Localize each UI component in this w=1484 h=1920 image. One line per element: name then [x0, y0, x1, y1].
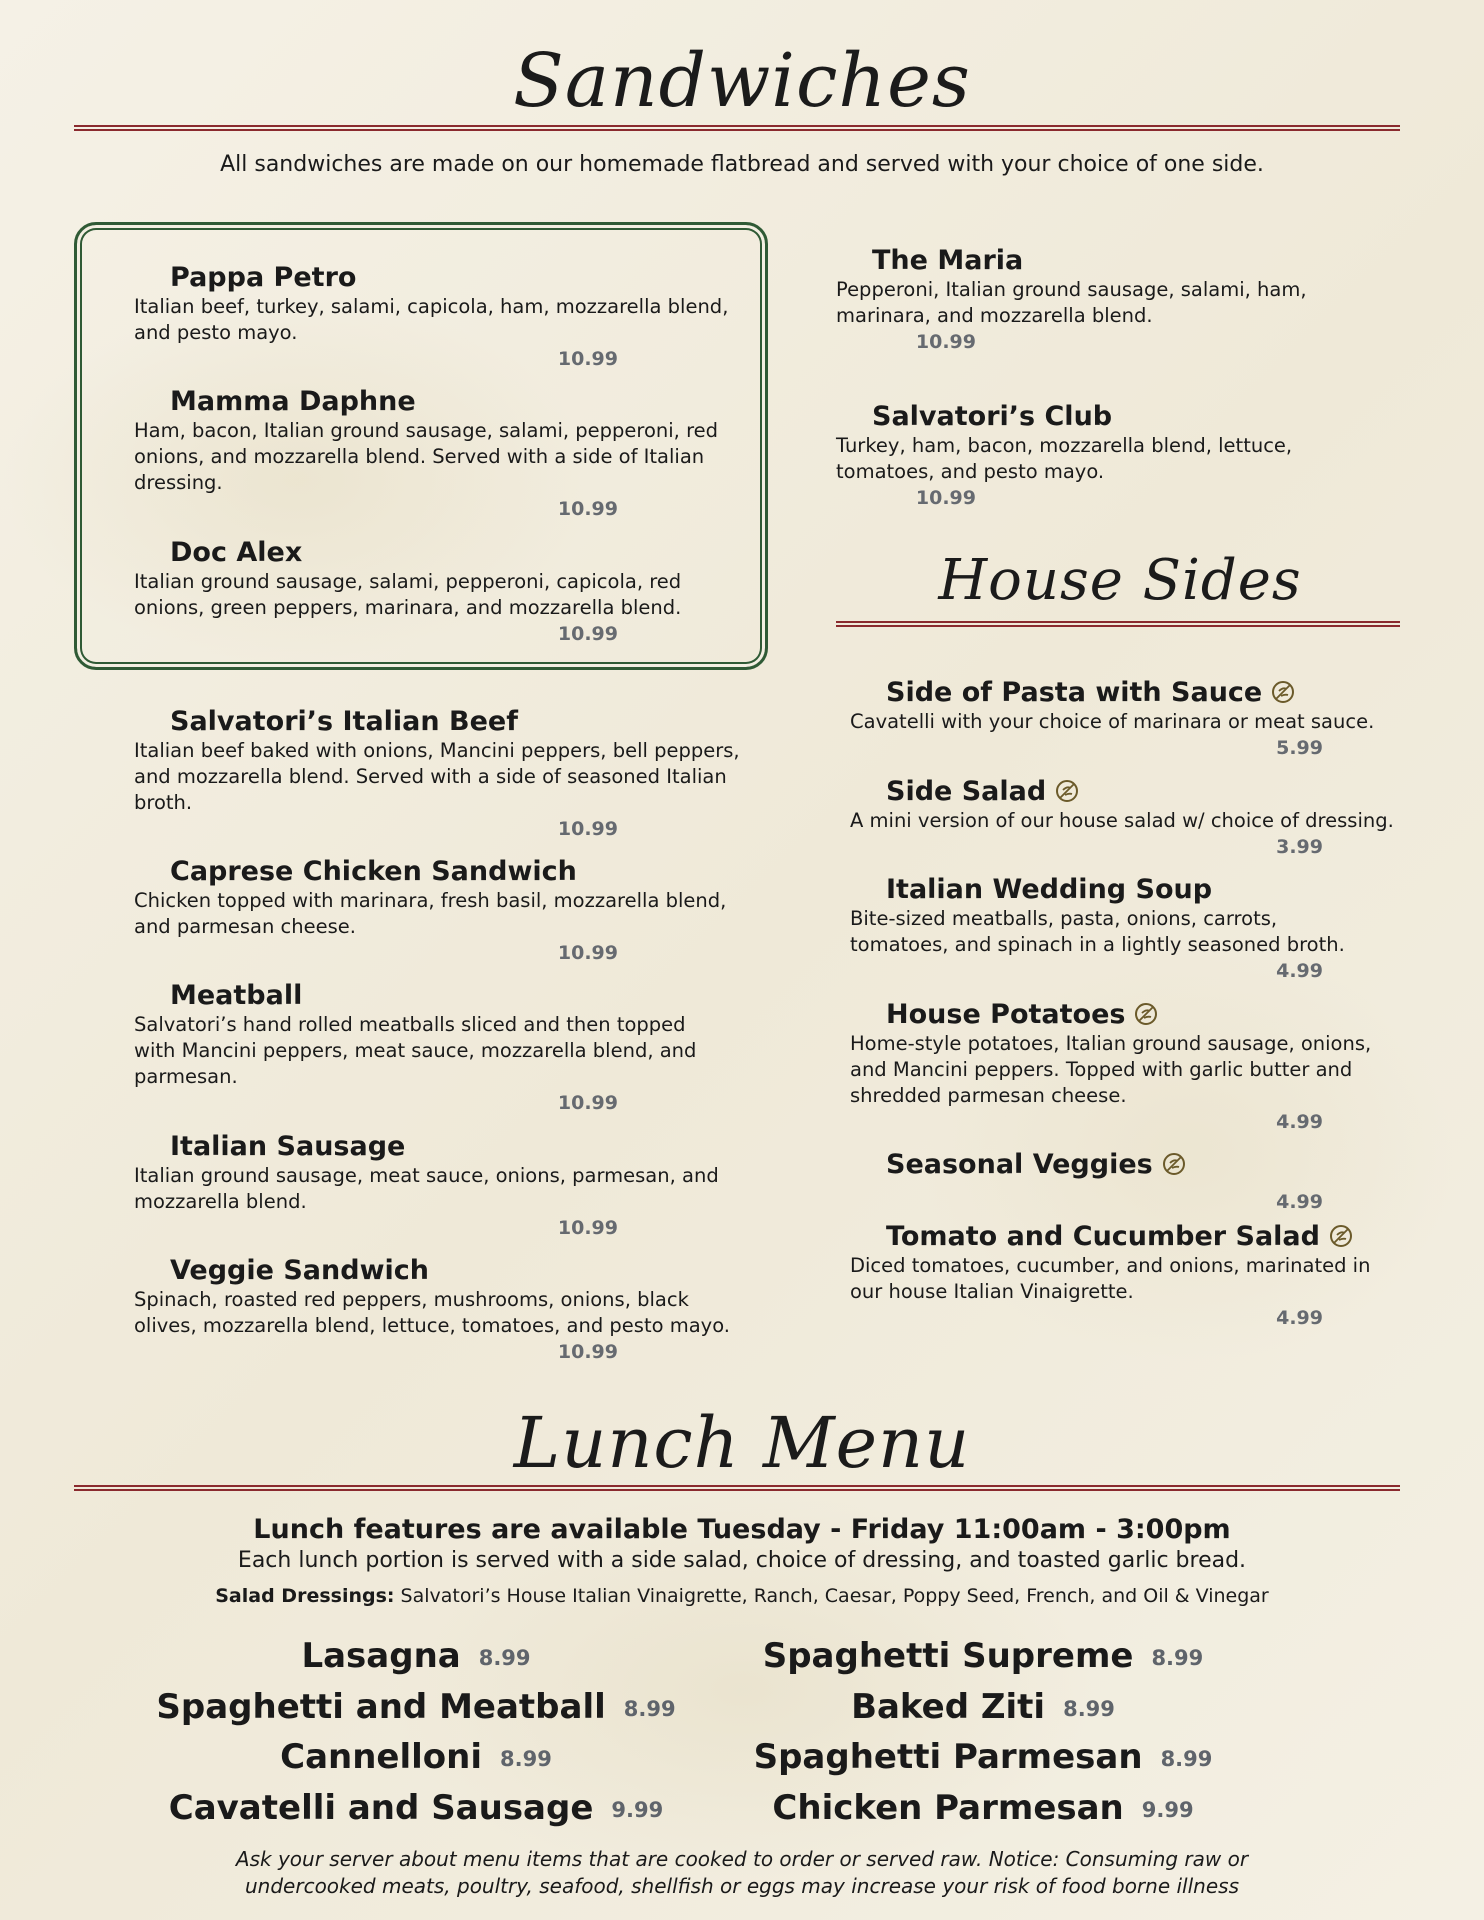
food-safety-notice: [0, 1846, 1484, 1900]
item-price: 4.99: [1276, 960, 1323, 982]
item-name: Salvatori’s Italian Beef: [170, 706, 518, 737]
side-item: [850, 776, 1400, 860]
side-item: [850, 677, 1400, 761]
item-price: 10.99: [557, 498, 618, 520]
lunch-hours: Lunch features are available Tuesday - Friday 11:00am - 3:00pm: [253, 1514, 1231, 1545]
lunch-price: 8.99: [1151, 1646, 1204, 1670]
lunch-item: Cannelloni 8.99: [280, 1737, 552, 1777]
lunch-item: Spaghetti Supreme 8.99: [762, 1636, 1204, 1676]
lunch-menu-rule: [74, 1485, 1400, 1491]
item-name: House Potatoes: [850, 999, 1400, 1031]
item-name: The Maria: [872, 245, 1024, 276]
lunch-item: Chicken Parmesan 9.99: [772, 1788, 1194, 1828]
item-description: Diced tomatoes, cucumber, and onions, marinated in our house Italian Vinaigrette.: [850, 1254, 1371, 1303]
house-sides-rule: [836, 621, 1400, 627]
item-description: Italian beef baked with onions, Mancini peppers, bell peppers, and mozzarella blend. Served with a side of seasoned Italian broth.: [134, 739, 740, 814]
notice-line: Ask your server about menu items that are cooked to order or served raw. Notice: Consuming raw or: [235, 1847, 1249, 1871]
item-description: Italian beef, turkey, salami, capicola, ham, mozzarella blend, and pesto mayo.: [134, 295, 729, 344]
item-price: 4.99: [1276, 1111, 1323, 1133]
leaf-icon: [1328, 1223, 1354, 1249]
notice-line: undercooked meats, poultry, seafood, shellfish or eggs may increase your risk of food borne illness: [245, 1874, 1239, 1898]
lunch-price: 8.99: [1063, 1697, 1115, 1721]
leaf-icon: [1133, 1001, 1159, 1027]
menu-item: [134, 386, 758, 522]
item-name: Pappa Petro: [170, 262, 357, 293]
item-price: 5.99: [1276, 737, 1323, 759]
item-name: Seasonal Veggies: [850, 1149, 1400, 1181]
menu-item: [134, 980, 774, 1116]
lunch-price: 8.99: [500, 1747, 552, 1771]
item-price: 10.99: [557, 1341, 618, 1363]
lunch-price: 8.99: [623, 1697, 676, 1721]
menu-item: [134, 537, 758, 647]
lunch-price: 8.99: [1160, 1747, 1213, 1771]
item-name: Veggie Sandwich: [170, 1255, 429, 1286]
item-price: 10.99: [557, 1217, 618, 1239]
lunch-subline: Each lunch portion is served with a side salad, choice of dressing, and toasted garlic bread.: [237, 1548, 1247, 1573]
sandwiches-rule: [74, 125, 1400, 131]
item-description: Salvatori’s hand rolled meatballs sliced and then topped with Mancini peppers, meat sauce, mozzarella blend, and parmesan.: [134, 1013, 697, 1088]
item-description: Cavatelli with your choice of marinara or meat sauce.: [850, 710, 1375, 733]
item-description: Spinach, roasted red peppers, mushrooms, onions, black olives, mozzarella blend, lettuce, tomatoes, and pesto mayo.: [134, 1288, 730, 1337]
lunch-item: Spaghetti Parmesan 8.99: [753, 1737, 1213, 1777]
item-description: A mini version of our house salad w/ choice of dressing.: [850, 809, 1394, 832]
lunch-item: Baked Ziti 8.99: [851, 1687, 1115, 1727]
house-sides-title: House Sides: [938, 548, 1302, 613]
menu-item: [134, 856, 774, 966]
lunch-price: 8.99: [478, 1646, 531, 1670]
side-item: [850, 999, 1400, 1135]
leaf-icon: [1270, 679, 1296, 705]
item-description: Pepperoni, Italian ground sausage, salami, ham, marinara, and mozzarella blend.: [836, 278, 1307, 327]
item-price: 10.99: [557, 1092, 618, 1114]
item-name: Side of Pasta with Sauce: [850, 677, 1400, 709]
leaf-icon: [1054, 778, 1080, 804]
salad-dressings: [0, 1585, 1484, 1607]
item-name: Italian Wedding Soup: [886, 874, 1213, 905]
item-name: Caprese Chicken Sandwich: [170, 856, 577, 887]
lunch-item: Spaghetti and Meatball 8.99: [156, 1687, 676, 1727]
menu-item: [134, 262, 758, 372]
item-name: Meatball: [170, 980, 303, 1011]
item-description: Home-style potatoes, Italian ground sausage, onions, and Mancini peppers. Topped with garlic butter and shredded parmesan cheese.: [850, 1032, 1372, 1107]
item-name: Mamma Daphne: [170, 386, 416, 417]
lunch-price: 9.99: [611, 1798, 664, 1822]
item-description: Turkey, ham, bacon, mozzarella blend, lettuce, tomatoes, and pesto mayo.: [836, 434, 1293, 483]
item-price: 10.99: [557, 348, 618, 370]
menu-item: [134, 706, 774, 842]
item-name: Doc Alex: [170, 537, 303, 568]
sandwiches-title: Sandwiches: [513, 38, 971, 124]
salad-dressings-label: Salad Dressings:: [215, 1585, 395, 1607]
lunch-price: 9.99: [1141, 1798, 1194, 1822]
item-description: Chicken topped with marinara, fresh basil, mozzarella blend, and parmesan cheese.: [134, 889, 727, 938]
item-name: Salvatori’s Club: [872, 401, 1113, 432]
menu-item: [836, 245, 1396, 355]
item-price: 10.99: [557, 942, 618, 964]
item-price: 10.99: [915, 487, 976, 509]
side-item: [850, 1149, 1400, 1215]
item-name: Side Salad: [850, 776, 1400, 808]
item-description: Italian ground sausage, salami, pepperoni, capicola, red onions, green peppers, marinara, and mozzarella blend.: [134, 570, 682, 619]
menu-item: [134, 1255, 774, 1365]
lunch-menu-title: Lunch Menu: [513, 1402, 971, 1484]
item-price: 10.99: [557, 818, 618, 840]
item-price: 10.99: [557, 623, 618, 645]
leaf-icon: [1161, 1151, 1187, 1177]
item-price: 3.99: [1276, 836, 1323, 858]
item-description: Ham, bacon, Italian ground sausage, salami, pepperoni, red onions, and mozzarella blend. Served with a side of Italian dressing.: [134, 419, 719, 494]
lunch-item: Cavatelli and Sausage 9.99: [168, 1788, 664, 1828]
item-name: Tomato and Cucumber Salad: [850, 1221, 1400, 1253]
item-name: Italian Sausage: [170, 1131, 406, 1162]
sandwiches-intro: All sandwiches are made on our homemade flatbread and served with your choice of one side.: [220, 152, 1264, 177]
item-description: Italian ground sausage, meat sauce, onions, parmesan, and mozzarella blend.: [134, 1164, 719, 1213]
salad-dressings-list: Salvatori’s House Italian Vinaigrette, Ranch, Caesar, Poppy Seed, French, and Oil & Vinegar: [400, 1585, 1269, 1607]
menu-item: [134, 1131, 774, 1241]
item-price: 4.99: [1276, 1307, 1323, 1329]
menu-item: [836, 401, 1396, 511]
side-item: [850, 1221, 1400, 1331]
item-price: 10.99: [915, 331, 976, 353]
item-description: Bite-sized meatballs, pasta, onions, carrots, tomatoes, and spinach in a lightly seasoned broth.: [850, 907, 1345, 956]
item-price: 4.99: [1276, 1191, 1323, 1213]
lunch-item: Lasagna 8.99: [301, 1636, 531, 1676]
side-item: [850, 874, 1400, 984]
